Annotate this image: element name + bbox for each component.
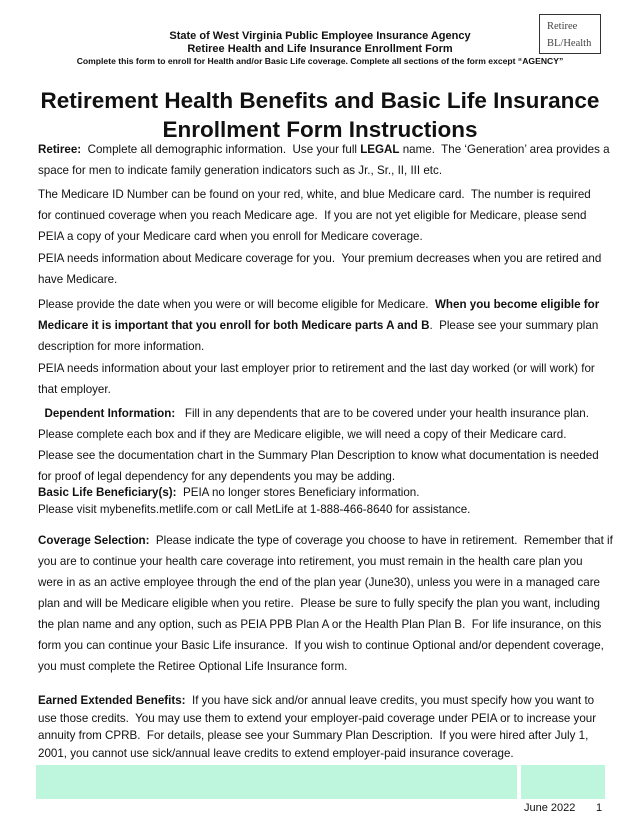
- bold-text: Earned Extended Benefits:: [38, 694, 186, 707]
- bold-text: Retiree:: [38, 143, 82, 156]
- paragraph-coverage-selection: [38, 530, 613, 677]
- paragraph-earned-extended-benefits: [38, 692, 596, 762]
- text-line: [38, 710, 596, 728]
- text-line: [38, 656, 613, 677]
- footer-bar-left: [36, 765, 517, 799]
- paragraph-basic-life-beneficiary: [38, 484, 470, 518]
- text: 2001, you cannot use sick/annual leave credits to extend employer-paid insurance coverage.: [38, 746, 514, 760]
- text-line: [38, 315, 599, 336]
- text: for proof of legal dependency for any dependents you may be adding.: [38, 470, 396, 483]
- text-line: [38, 294, 599, 315]
- bold-text: Basic Life Beneficiary(s):: [38, 486, 177, 499]
- paragraph-medicare-eligibility: [38, 294, 599, 357]
- text: If you have sick and/or annual leave credits, you must specify how you want to: [185, 694, 595, 707]
- text-line: [38, 614, 613, 635]
- bold-text: Medicare it is important that you enroll for both Medicare parts A and B: [38, 319, 430, 332]
- text: PEIA a copy of your Medicare card when you enroll for Medicare coverage.: [38, 230, 423, 243]
- text-line: [38, 745, 596, 763]
- text-line: [38, 269, 601, 290]
- text: The Medicare ID Number can be found on your red, white, and blue Medicare card. The number is required: [38, 188, 591, 201]
- text-line: [38, 379, 595, 400]
- form-name: Retiree Health and Life Insurance Enrollment Form: [187, 43, 453, 55]
- text: you must complete the Retiree Optional Life Insurance form.: [38, 660, 348, 673]
- paragraph-medicare-coverage: [38, 248, 601, 290]
- text: you are to continue your health care coverage into retirement, you must remain in the health care plan you: [38, 555, 583, 568]
- paragraph-last-employer: [38, 358, 595, 400]
- text: the plan name and any option, such as PEIA PPB Plan A or the Health Plan Plan B. For life insurance, on this: [38, 618, 602, 631]
- text: name. The ‘Generation’ area provides a: [399, 143, 610, 156]
- text: description for more information.: [38, 340, 205, 353]
- text-line: [38, 593, 613, 614]
- text-line: [38, 139, 610, 160]
- text: annuity from CPRB. For details, please see your Summary Plan Description. If you were hired after July 1,: [38, 729, 589, 742]
- text: Please provide the date when you were or will become eligible for Medicare.: [38, 298, 435, 311]
- text-line: [38, 551, 613, 572]
- bold-text: LEGAL: [360, 143, 400, 156]
- text: have Medicare.: [38, 273, 118, 286]
- text-line: [38, 727, 596, 745]
- text: form you can continue your Basic Life insurance. If you wish to continue Optional and/or dependent coverage,: [38, 639, 604, 652]
- text-line: [38, 530, 613, 551]
- text: Complete all demographic information. Use your full: [81, 143, 361, 156]
- text: Please indicate the type of coverage you choose to have in retirement. Remember that if: [149, 534, 613, 547]
- text-line: [38, 160, 610, 181]
- text-line: [38, 692, 596, 710]
- text: for continued coverage when you reach Medicare age. If you are not yet eligible for Medicare, please send: [38, 209, 587, 222]
- page-number: 1: [596, 802, 603, 814]
- page-title: [0, 86, 640, 144]
- form-instruction: Complete this form to enroll for Health and/or Basic Life coverage. Complete all sections of the form except “AGENCY”: [76, 56, 564, 66]
- paragraph-dependent-information: [38, 403, 599, 487]
- text-line: [38, 484, 470, 501]
- agency-name: State of West Virginia Public Employee Insurance Agency: [169, 30, 471, 42]
- bold-text: When you become eligible for: [434, 298, 600, 311]
- text: Please see the documentation chart in the Summary Plan Description to know what documentation is needed: [38, 449, 599, 462]
- text-line: [38, 445, 599, 466]
- text: use those credits. You may use them to extend your employer-paid coverage under PEIA or to increase your: [38, 711, 597, 725]
- text: were in as an active employee through the end of the plan year (June30), unless you were in a managed care: [38, 576, 600, 589]
- text: plan and will be Medicare eligible when you retire. Please be sure to fully specify the plan you want, including: [38, 597, 600, 610]
- text: Please visit mybenefits.metlife.com or call MetLife at 1-888-466-8640 for assistance.: [38, 503, 471, 516]
- text: . Please see your summary plan: [429, 319, 599, 332]
- text-line: [38, 358, 595, 379]
- text-line: [38, 336, 599, 357]
- badge-line-1: Retiree: [547, 21, 578, 32]
- text: that employer.: [38, 383, 111, 396]
- text: PEIA needs information about your last employer prior to retirement and the last day worked (or will work) for: [38, 362, 595, 375]
- paragraph-retiree: [38, 139, 610, 181]
- text: PEIA no longer stores Beneficiary information.: [176, 486, 420, 499]
- text-line: [38, 572, 613, 593]
- title-line-1: Retirement Health Benefits and Basic Life Insurance: [40, 88, 600, 113]
- badge-line-2: BL/Health: [547, 38, 592, 49]
- footer-date: June 2022: [524, 802, 576, 814]
- paragraph-medicare-id: [38, 184, 591, 247]
- bold-text: Dependent Information:: [38, 407, 176, 420]
- text-line: [38, 205, 591, 226]
- text-line: [38, 403, 599, 424]
- text-line: [38, 184, 591, 205]
- text-line: [38, 424, 599, 445]
- form-code-badge: [539, 14, 601, 54]
- text: Please complete each box and if they are Medicare eligible, we will need a copy of their Medicare card.: [38, 428, 567, 441]
- text-line: [38, 226, 591, 247]
- title-line-2: Enrollment Form Instructions: [162, 117, 478, 142]
- bold-text: Coverage Selection:: [38, 534, 150, 547]
- text-line: [38, 248, 601, 269]
- text: Fill in any dependents that are to be covered under your health insurance plan.: [175, 407, 589, 420]
- text-line: [38, 501, 470, 518]
- text: space for men to indicate family generation indicators such as Jr., Sr., II, III etc.: [38, 164, 443, 177]
- text: PEIA needs information about Medicare coverage for you. Your premium decreases when you are retired and: [38, 252, 602, 265]
- footer-bar-right: [521, 765, 605, 799]
- text-line: [38, 635, 613, 656]
